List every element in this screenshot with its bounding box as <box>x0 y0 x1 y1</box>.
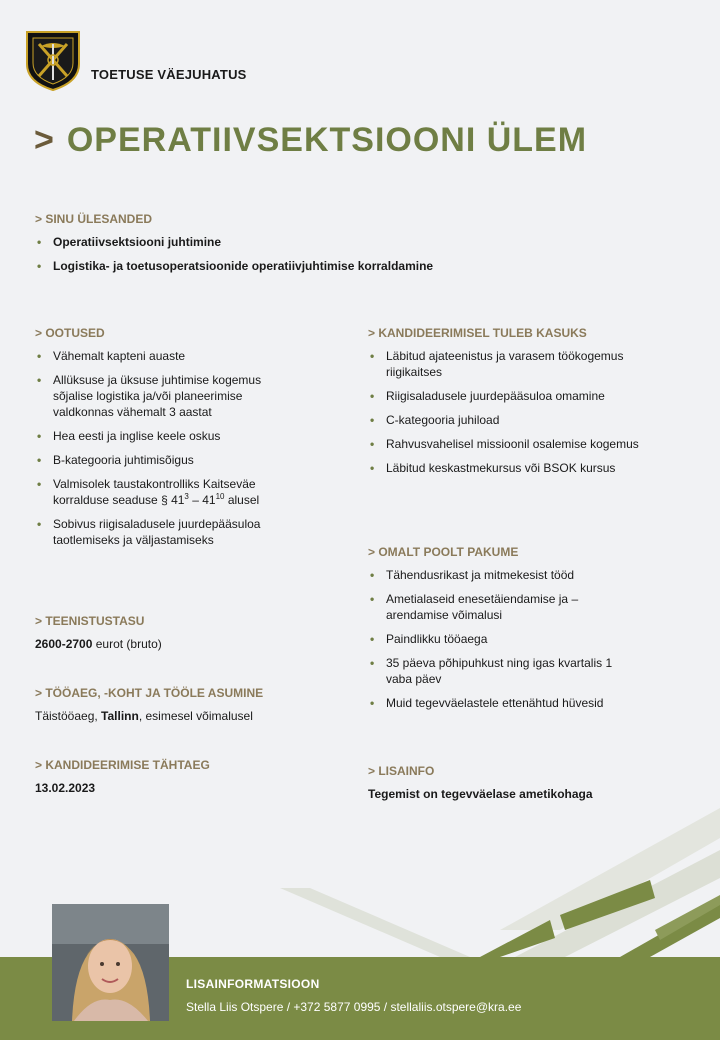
extra-info-text: Tegemist on tegevväelase ametikohaga <box>368 787 593 801</box>
expectation-item: • B-kategooria juhtimisõigus <box>35 452 300 468</box>
workplace-section: > TÖÖAEG, -KOHT JA TÖÖLE ASUMINE Täistööaeg, Tallinn, esimesel võimalusel <box>35 686 355 724</box>
advantage-item: • C-kategooria juhiload <box>368 412 658 428</box>
offer-item: • Tähendusrikast ja mitmekesist tööd <box>368 567 638 583</box>
page-title <box>34 121 587 160</box>
contact-person-photo <box>52 904 169 1021</box>
title-arrow: > <box>34 121 55 159</box>
task-item: • Operatiivsektsiooni juhtimine <box>35 234 635 250</box>
offer-item: • Paindlikku tööaega <box>368 631 638 647</box>
salary-section <box>35 614 335 652</box>
deadline-date: 13.02.2023 <box>35 781 96 795</box>
expectations-heading: > OOTUSED <box>35 326 105 340</box>
deadline-section <box>35 758 335 796</box>
salary-heading: > TEENISTUSTASU <box>35 614 145 628</box>
footer-title: LISAINFORMATSIOON <box>186 977 320 991</box>
offer-item: • Ametialaseid enesetäiendamise ja –arendamise võimalusi <box>368 591 638 623</box>
extra-info-heading: > LISAINFO <box>368 764 435 778</box>
task-item: • Logistika- ja toetusoperatsioonide operatiivjuhtimise korraldamine <box>35 258 635 274</box>
advantage-item: • Läbitud keskastmekursus või BSOK kursus <box>368 460 658 476</box>
workplace-city: Tallinn <box>101 709 139 723</box>
advantages-section <box>368 326 658 484</box>
tasks-heading: > SINU ÜLESANDED <box>35 212 153 226</box>
offer-heading: > OMALT POOLT PAKUME <box>368 545 519 559</box>
advantages-heading: > KANDIDEERIMISEL TULEB KASUKS <box>368 326 587 340</box>
expectation-item-law: • Valmisolek taustakontrolliks Kaitseväe korralduse seaduse § $41^3 - 41^{10}$ alusel <box>35 476 300 508</box>
workplace-heading: > TÖÖAEG, -KOHT JA TÖÖLE ASUMINE <box>35 686 264 700</box>
salary-amount: 2600-2700 <box>35 637 93 651</box>
expectation-item: • Allüksuse ja üksuse juhtimise kogemus sõjalise logistika ja/või planeerimise valdkonnas vähemalt 3 aastat <box>35 372 300 420</box>
offer-section <box>368 545 638 719</box>
salary-unit: eurot (bruto) <box>92 637 162 651</box>
organization-name: TOETUSE VÄEJUHATUS <box>91 67 247 82</box>
tasks-section <box>35 212 635 282</box>
military-crest-icon <box>25 30 81 92</box>
expectation-item: • Sobivus riigisaladusele juurdepääsuloa taotlemiseks ja väljastamiseks <box>35 516 300 548</box>
expectation-item: • Hea eesti ja inglise keele oskus <box>35 428 300 444</box>
deadline-heading: > KANDIDEERIMISE TÄHTAEG <box>35 758 210 772</box>
advantage-item: • Läbitud ajateenistus ja varasem töökogemus riigikaitses <box>368 348 658 380</box>
expectation-item: • Vähemalt kapteni auaste <box>35 348 300 364</box>
extra-info-section <box>368 764 668 802</box>
advantage-item: • Riigisaladusele juurdepääsuloa omamine <box>368 388 658 404</box>
footer-contact[interactable]: Stella Liis Otspere / +372 5877 0995 / stellaliis.otspere@kra.ee <box>186 1000 522 1014</box>
title-text: OPERATIIVSEKTSIOONI ÜLEM <box>66 121 588 159</box>
expectations-section <box>35 326 300 556</box>
offer-item: • Muid tegevväelastele ettenähtud hüvesid <box>368 695 638 711</box>
advantage-item: • Rahvusvahelisel missioonil osalemise kogemus <box>368 436 658 452</box>
offer-item: • 35 päeva põhipuhkust ning igas kvartalis 1 vaba päev <box>368 655 638 687</box>
